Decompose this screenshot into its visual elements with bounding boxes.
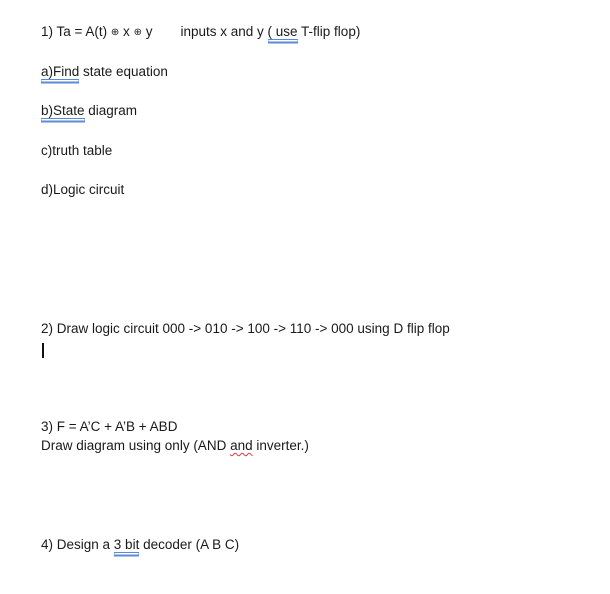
q1d-line: d)Logic circuit bbox=[41, 182, 125, 197]
q3-line1: 3) F = A’C + A’B + ABD bbox=[41, 419, 178, 434]
q1-line bbox=[41, 23, 360, 43]
q4-line: 4) Design a 3 bit decoder (A B C) bbox=[41, 537, 240, 552]
text-cursor[interactable] bbox=[42, 343, 44, 358]
q1b-state-underlined[interactable]: b)State bbox=[41, 103, 85, 118]
xor-symbol: ⊕ bbox=[133, 27, 142, 38]
q1-inputs-text: inputs x and y bbox=[180, 24, 268, 39]
q1c-line: c)truth table bbox=[41, 143, 113, 158]
q3-line2: Draw diagram using only (AND and inverter.) bbox=[41, 438, 309, 453]
q1-use-underlined[interactable]: ( use bbox=[267, 24, 298, 39]
q1b-line bbox=[41, 102, 137, 120]
q2-line: 2) Draw logic circuit 000 -> 010 -> 100 -> 110 -> 000 using D flip flop bbox=[41, 321, 450, 336]
q1a-line bbox=[41, 63, 168, 81]
q1-expression: 1) Ta = A(t) ⊕ x ⊕ y bbox=[41, 24, 153, 39]
q1a-rest: state equation bbox=[79, 64, 168, 79]
q1b-rest: diagram bbox=[84, 103, 138, 118]
q4-3bit-underlined[interactable]: 3 bit bbox=[113, 537, 140, 552]
q1-flipflop-text: T-flip flop) bbox=[297, 24, 361, 39]
q3-and-spellcheck[interactable]: and bbox=[230, 438, 253, 453]
xor-symbol: ⊕ bbox=[110, 27, 120, 38]
q1a-find-underlined[interactable]: a)Find bbox=[41, 64, 80, 79]
